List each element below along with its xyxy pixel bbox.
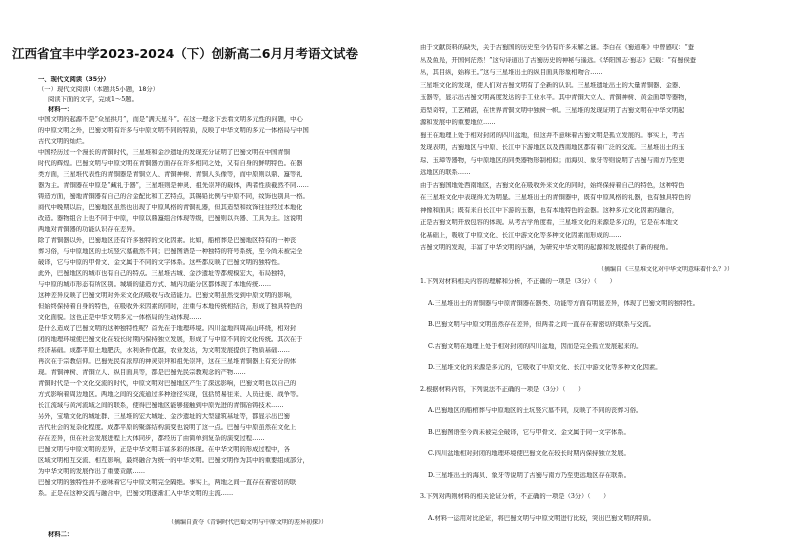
passage-line: 经济基础。成都平原土地肥沃，水利条件优越，农业发达，为文明发展提供了物质基础…… xyxy=(38,347,290,354)
passage-line: 正是古蜀文明开放包容的体现。从考古学角度看，三星堆文化的来源是多元的，它是在本地文 xyxy=(420,219,679,226)
section-heading: 一、现代文阅读（35分） xyxy=(38,76,110,83)
passage-line: 远地区的联系…… xyxy=(420,169,471,176)
source-citation-one: （摘编自黄夺《青铜时代巴蜀文明与中原文明的差异初探》） xyxy=(168,519,328,526)
passage-line: 与中原的城市形态有所区别。城墙的建造方式、城内功能分区都体现了本地传统…… xyxy=(38,281,271,288)
passage-line: 造型奇特，工艺精湛，在世界青铜文明中独树一帜。三星堆的发现证明了古蜀文明在中华文明起 xyxy=(420,106,685,114)
question-line: 1.下列对材料相关内容的理解和分析，不正确的一项是（3分）（ ） xyxy=(420,278,616,285)
passage-line: 闭的地理环境使巴蜀文化在较长时期内保持独立发展，形成了与中原不同的文化传统。其次在于 xyxy=(38,336,303,343)
question-line: A.巴蜀地区的船棺葬与中原地区的土坑竖穴墓不同，反映了不同的丧葬习俗。 xyxy=(428,407,643,414)
passage-line: 为中华文明的发展作出了重要贡献…… xyxy=(38,468,146,475)
passage-line: 丛，其目纵，始称王。”这与三星堆出土的纵目面具形象相吻合…… xyxy=(420,69,603,76)
passage-line: 是什么造成了巴蜀文明的这种独特性呢？首先在于地理环境。四川盆地四周高山环绕，相对封 xyxy=(38,325,297,332)
passage-line: 商代中晚期以后，巴蜀地区虽然也出现了中原风格的青铜礼器，但其造型和纹饰往往经过本地化 xyxy=(38,204,303,211)
passage-line: 类方面，三星堆代表性的青铜器是青铜立人、青铜神树、青铜人头像等，而中原则以鼎、簋等礼 xyxy=(38,171,303,178)
passage-line: 古代社会的复杂化程度。成都平原的聚落结构演变也说明了这一点。巴蜀与中原虽然在文化上 xyxy=(38,424,297,431)
question-line: D.三星堆出土的海贝、象牙等说明了古蜀与南方乃至更远地区存在联系。 xyxy=(428,471,631,479)
passage-line: 琮、玉璋等器物，与中原地区的同类器物形制相似；而海贝、象牙等则说明了古蜀与南方乃至更 xyxy=(420,156,685,164)
passage-line: 区域文明相互交流、相互影响，最终融合为统一的中华文明。巴蜀文明作为其中的重要组成部分， xyxy=(38,457,309,464)
material-two-label: 材料二： xyxy=(48,531,74,538)
passage-line: 现。青铜神树、青铜立人、纵目面具等，都是巴蜀先民宗教观念的产物…… xyxy=(38,369,246,376)
passage-line: 神像和面具；既有来自长江中下游的玉器，也有本地特色的金器。这种多元文化因素的融合， xyxy=(420,206,679,214)
source-citation-two: （摘编自《三星堆文化对中华文明意味着什么？》） xyxy=(598,266,734,273)
passage-line: 化基础上，吸收了中原文化、长江中游文化等多种文化因素而形成的…… xyxy=(420,231,622,239)
question-line: C.古蜀文明在地理上处于相对封闭的四川盆地，因而是完全孤立发展起来的。 xyxy=(428,342,643,350)
passage-line: 三星堆文化的发现，使人们对古蜀文明有了全新的认识。三星堆遗址出土的大量青铜器、金器、 xyxy=(420,81,685,89)
passage-line: 古代文明的灿烂。 xyxy=(38,138,89,145)
passage-line: 在三星堆文化中表现得尤为明显。三星堆出土的青铜器中，既有中原风格的礼器，也有独具特色的 xyxy=(420,194,691,201)
passage-line: 器为主。青铜器在中原是“藏礼于器”，三星堆则是神灵、祖先崇拜的载体，两者性质截然不同…… xyxy=(38,182,309,189)
passage-line: 青铜时代是一个文化交流的时代，中原文明对巴蜀地区产生了深远影响，巴蜀文明也以自己的 xyxy=(38,380,297,387)
passage-line: 文化面貌。这也正是中华文明多元一体格局的生动体现…… xyxy=(38,314,202,321)
passage-line: 古蜀文明的发现，丰富了中华文明的内涵，为研究中华文明的起源和发展提供了新的视角。 xyxy=(420,244,672,251)
question-line: B.巴蜀图语至今尚未被完全破译，它与甲骨文、金文属于同一文字体系。 xyxy=(428,428,630,436)
passage-line: 蜀王在地理上处于相对封闭的四川盆地，但这并不意味着古蜀文明是孤立发展的。事实上，考古 xyxy=(420,131,685,139)
passage-line: 丛及鱼凫，开国何茫然！”这句诗道出了古蜀历史的神秘与遥远。《华阳国志·蜀志》记载：“有蜀侯蚕 xyxy=(420,56,697,64)
passage-line: 方式影响着周边地区。两地之间的交流通过多种途径实现，包括贸易往来、人员迁徙、战争等。 xyxy=(38,391,303,398)
passage-line: 发现表明，古蜀地区与中原、长江中下游地区以及西南地区都有着广泛的交流。三星堆出土的玉 xyxy=(420,144,685,151)
passage-line: 存在差异，但在社会发展进程上大体同步，都经历了由简单到复杂的演变过程…… xyxy=(38,435,265,442)
passage-line: 由于文献资料的缺失，关于古蜀国的历史至今仍有许多未解之谜。李白在《蜀道难》中曾感叹：“蚕 xyxy=(420,44,694,51)
subsection-heading: （一）现代文阅读Ⅰ（本题共5小题，18分） xyxy=(38,86,159,93)
passage-line: 破译，它与中原的甲骨文、金文属于不同的文字体系。这些都反映了巴蜀文明的独特性。 xyxy=(38,259,284,266)
passage-line: 此外，巴蜀地区的城市也有自己的特点。三星堆古城、金沙遗址等都规模宏大，布局独特， xyxy=(38,270,290,277)
question-line: A.三星堆出土的青铜器与中原青铜器在器类、功能等方面有明显差异，体现了巴蜀文明的独特性。 xyxy=(428,299,700,307)
passage-line: 由于古蜀国地处西南地区，古蜀文化在吸收外来文化的同时，始终保持着自己的特色，这种特色 xyxy=(420,181,685,189)
question-line: B.巴蜀文明与中原文明虽然存在差异，但两者之间一直存在着密切的联系与交流。 xyxy=(428,321,656,328)
passage-line: 铸造方面，蜀地青铜器有自己的合金配比和工艺特点，其锡铅比例与中原不同，纹饰也别具一格。 xyxy=(38,193,309,200)
passage-line: 巴蜀文明与中原文明的差异，正是中华文明丰富多彩的体现。在中华文明的形成过程中，各 xyxy=(38,446,290,453)
passage-line: 除了青铜器以外，巴蜀地区还有许多独特的文化因素。比如，船棺葬是巴蜀地区特有的一种丧 xyxy=(38,237,297,244)
passage-line: 巴蜀文明的独特性并不意味着它与中原文明完全隔绝。事实上，两地之间一直存在着密切的联 xyxy=(38,479,297,486)
passage-line: 时代的辉煌。巴蜀文明与中原文明在青铜器方面存在许多相同之处，又有自身的鲜明特色。在器 xyxy=(38,160,303,167)
passage-line: 长江流域与黄河流域之间的联系，使得巴蜀地区能够接触到中原先进的青铜冶铸技术…… xyxy=(38,402,284,409)
question-line: C.四川盆地相对封闭的地理环境使巴蜀文化在较长时期内保持独立发展。 xyxy=(428,450,630,457)
passage-line: 中国文明的起源不是“众星拱月”，而是“满天星斗”。在这一理念下去看文明多元性的问题，中心 xyxy=(38,116,303,123)
passage-line: 再次在于宗教信仰。巴蜀先民有浓厚的神灵崇拜和祖先崇拜，这在三星堆青铜器上有充分的体 xyxy=(38,358,297,365)
passage-line: 改造。器物组合上也不同于中原，中原以鼎簋组合体现等级，巴蜀则以兵器、工具为主。这说明 xyxy=(38,215,303,222)
passage-line: 玉器等，显示出古蜀文明高度发达的手工业水平。其中青铜大立人、青铜神树、黄金面罩等器物， xyxy=(420,94,691,101)
question-line: 2.根据材料内容，下列说法不正确的一项是（3分）（ ） xyxy=(420,385,585,393)
passage-line: 源和发展中的重要地位…… xyxy=(420,119,496,126)
passage-line: 系。正是在这种交流与融合中，巴蜀文明逐渐汇入中华文明的主流…… xyxy=(38,490,234,497)
passage-line: 葬习俗，与中原地区的土坑竖穴墓截然不同；巴蜀图语是一种独特的符号系统，至今尚未被完全 xyxy=(38,248,303,255)
passage-line: 的中原文明之外，巴蜀文明有许多与中原文明不同的特质，反映了中华文明的多元一体格局与中国 xyxy=(38,127,309,134)
material-one-label: 材料一： xyxy=(48,106,74,113)
instruction-text: 阅读下面的文字，完成1～5题。 xyxy=(48,96,138,103)
question-line: 3.下列对两则材料的相关论证分析，不正确的一项是（3分）（ ） xyxy=(420,493,610,500)
exam-title: 江西省宜丰中学2023-2024（下）创新高二6月月考语文试卷 xyxy=(12,46,358,61)
passage-line: 但始终保持着自身的特色，在吸收外来因素的同时，注重与本地传统相结合，形成了独具特色的 xyxy=(38,303,303,310)
passage-line: 中国经历过一个漫长的青铜时代，三星堆和金沙遗址的发现充分证明了巴蜀文明在中国青铜 xyxy=(38,149,290,156)
passage-line: 另外，宝墩文化的城址群、三星堆的宏大城址、金沙遗址的大型建筑基址等，都显示出巴蜀 xyxy=(38,413,290,420)
question-line: D.三星堆文化的来源是多元的，它吸收了中原文化、长江中游文化等多种文化因素。 xyxy=(428,364,662,371)
passage-line: 两地对青铜器的功能认识存在差异。 xyxy=(38,226,139,233)
passage-line: 这种差异反映了巴蜀文明对外来文化的吸收与改造能力。巴蜀文明虽然受到中原文明的影响， xyxy=(38,292,297,299)
question-line: A.材料一运用对比论证，将巴蜀文明与中原文明进行比较，突出巴蜀文明的特质。 xyxy=(428,514,655,522)
